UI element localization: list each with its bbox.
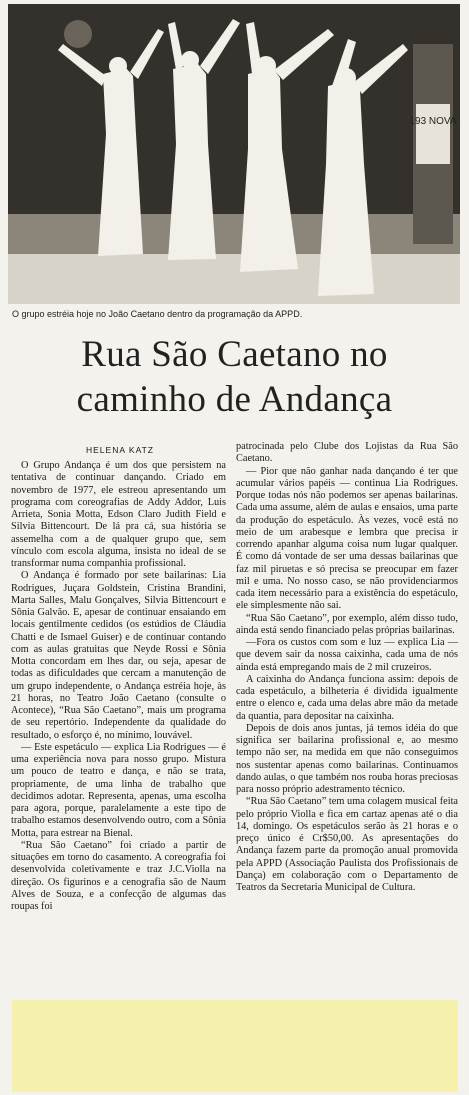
paragraph: — Este espetáculo — explica Lia Rodrigues — é uma experiência nova para nosso grupo. Mistura um pouco de teatro e dança, e não se trata, propriamente, de uma linha de trabalho que decidimos adotar. Representa, apenas, uma escolha para agora, porque, paralelamente a este tipo de trabalho estamos desenvolvendo outro, com a Sônia Motta, para estrear na Bienal.	[11, 741, 226, 839]
paragraph: “Rua São Caetano” tem uma colagem musical feita pelo próprio Violla e fica em cartaz apenas até o dia 14, domingo. Os espetáculos serão às 21 horas e o preço único é Cr$50,00. As apresentações do Andança fazem parte da promoção anual promovida pela APPD (Associação Paulista dos Profissionais de Dança) em colaboração com o Departamento de Teatros da Secretaria Municipal de Cultura.	[236, 796, 458, 893]
paragraph: Depois de dois anos juntas, já temos idéia do que significa ser bailarina profissional e, ao mesmo tempo não ser, na medida em que não conseguimos nos sustentar apenas como bailarinas. Continuamos dando aulas, o que também nos rouba horas preciosas para nosso próprio adestramento técnico.	[236, 722, 458, 795]
poster-text: 193 NOVA	[409, 116, 457, 127]
dancers-photo	[8, 4, 460, 304]
paragraph: “Rua São Caetano”, por exemplo, além disso tudo, ainda está sendo financiado pelas próprias bailarinas.	[236, 612, 458, 636]
paragraph: — Pior que não ganhar nada dançando é ter que acumular vários papéis — continua Lia Rodrigues. Porque todas nós não podemos ser apenas bailarinas. Cada uma assume, além de aulas e ensaios, uma parte da produção do espetáculo. Às vezes, você está no meio de um arabesque e lembra que precisa ir correndo apanhar alguma coisa num lugar qualquer. É como dá vontade de ser uma dessas bailarinas que faz mil piruetas e só precisa se preocupar em fazer mil e uma. No nosso caso, se não providenciarmos cada item necessário para a existência do espetáculo, ele simplesmente não sai.	[236, 465, 458, 612]
dancers-illustration	[8, 4, 460, 304]
paragraph: patrocinada pelo Clube dos Lojistas da Rua São Caetano.	[236, 441, 458, 465]
article-column-right	[236, 441, 458, 894]
highlighter-mark	[12, 1000, 458, 1092]
headline	[0, 332, 469, 422]
article-column-left	[11, 460, 226, 913]
author-byline: HELENA KATZ	[86, 445, 154, 455]
paragraph: —Fora os custos com som e luz — explica Lia — que devem sair da nossa caixinha, cada uma de nós ainda está empregando mais de 2 mil cruzeiros.	[236, 637, 458, 673]
paragraph: O Grupo Andança é um dos que persistem na tentativa de continuar dançando. Criado em novembro de 1977, ele estreou apresentando um programa com coreografias de Addy Addor, Luis Arrieta, Sonia Motta, Edson Claro Judith Field e Silvia Bittencourt. De lá pra cá, sua história se assemelha com a de qualquer grupo que, sem vínculo com escola alguma, insista no ideal de se transformar numa companhia profissional.	[11, 460, 226, 569]
headline-line-2: caminho de Andança	[76, 379, 393, 420]
paragraph: “Rua São Caetano” foi criado a partir de situações em torno do casamento. A coreografia foi desenvolvida coletivamente e traz J.C.Violla na direção. Os figurinos e a cenografia são de Naum Alves de Souza, e a confecção de algumas das roupas foi	[11, 839, 226, 912]
paragraph: O Andança é formado por sete bailarinas: Lia Rodrigues, Juçara Goldstein, Cristina Brandini, Marta Salles, Malu Gonçalves, Silvia Bittencourt e Sônia Galvão. E, apesar de continuar ensaiando em locais gentilmente cedidos (os estúdios de Cláudia Chatti e de Ismael Guiser) e de continuar contando com as aulas gratuitas que Neyde Rossi e Sônia Motta concordam em lhes dar, ou seja, apesar de todas as dificuldades que cercam a manutenção de um grupo independente, o Andança estréia hoje, às 21 horas, no Teatro João Caetano (consulte o Acontece), “Rua São Caetano”, mais um programa de seu repertório. Independente da qualidade do resultado, o esforço é, no mínimo, louvável.	[11, 570, 226, 741]
photo-caption: O grupo estréia hoje no João Caetano dentro da programação da APPD.	[12, 309, 303, 319]
paragraph: A caixinha do Andança funciona assim: depois de cada espetáculo, a bilheteria é dividida igualmente entre o elenco e, cada uma delas abre mão da metade da quantia, para depositar na caixinha.	[236, 673, 458, 722]
headline-line-1: Rua São Caetano no	[81, 334, 388, 375]
